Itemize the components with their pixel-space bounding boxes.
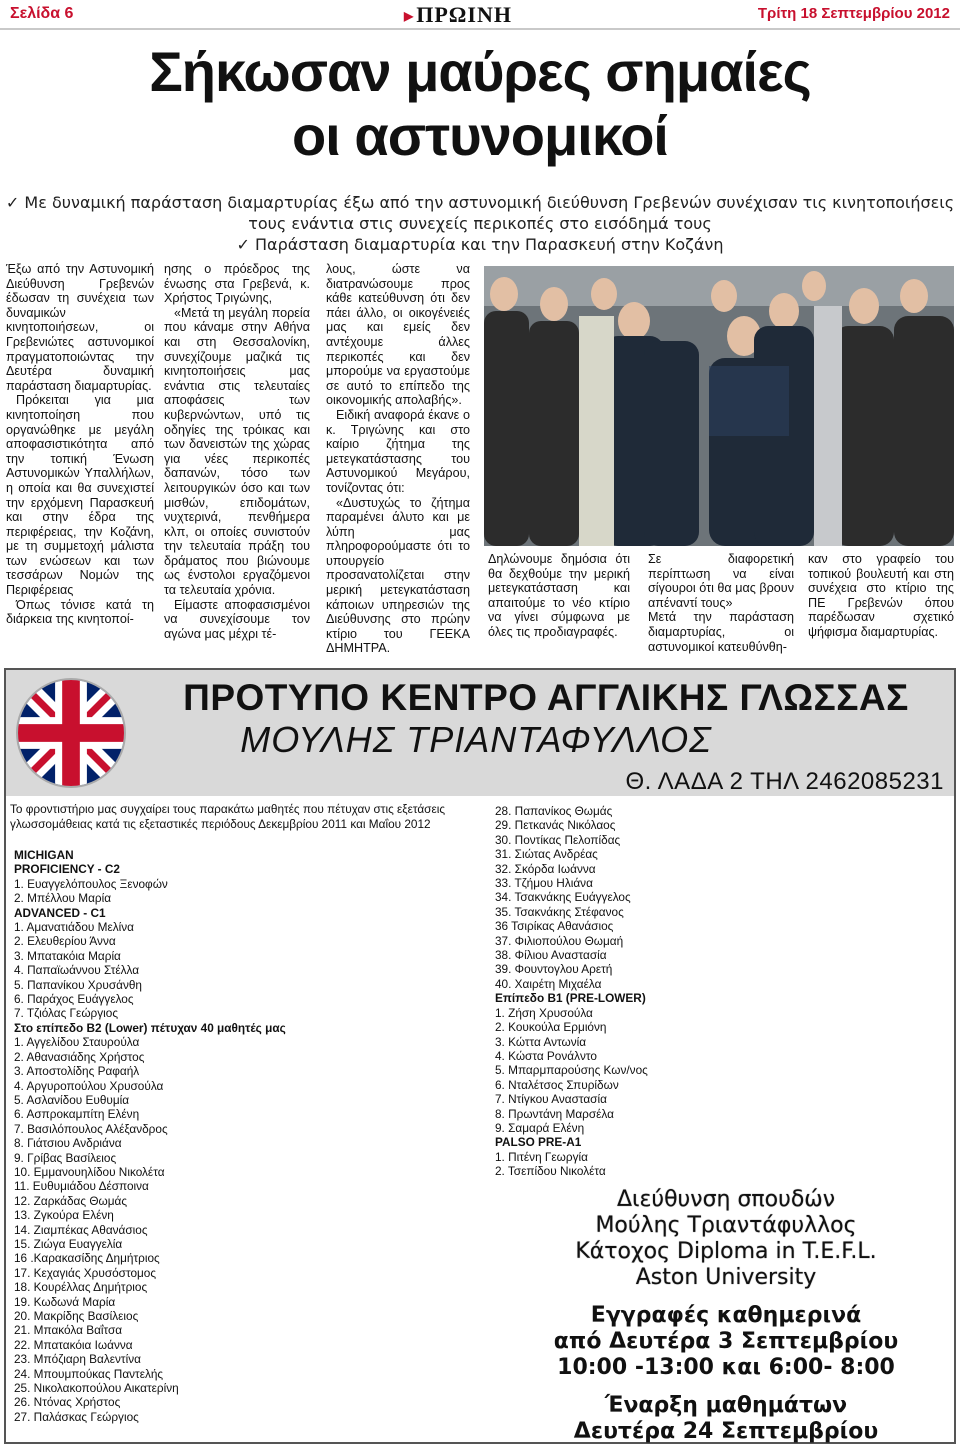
student-entry: 12. Ζαρκάδας Θωμάς	[14, 1193, 128, 1208]
article-subheads	[0, 192, 960, 255]
registration-info: Εγγραφές καθημερινά	[590, 1303, 862, 1328]
student-entry: 35. Τσακνάκης Στέφανος	[495, 904, 624, 919]
list-heading: MICHIGAN	[14, 848, 74, 862]
subhead-1: ✓ Με δυναμική παράσταση διαμαρτυρίας έξω από την αστυνομική διεύθυνση Γρεβενών συνέχισαν τις κινητοποιήσεις	[5, 193, 955, 212]
paragraph: Σε διαφορετική περίπτωση να είναι σίγουροι ότι θα μας βρουν απέναντί τους»	[648, 552, 794, 610]
issue-date: Τρίτη 18 Σεπτεμβρίου 2012	[757, 5, 950, 22]
student-entry: 19. Κωδωνά Μαρία	[14, 1294, 116, 1309]
article-headline	[40, 40, 920, 168]
student-entry: 9. Σαμαρά Ελένη	[495, 1120, 585, 1135]
article-column-6	[808, 552, 954, 640]
student-entry: 8. Γιάτσιου Ανδριάνα	[14, 1136, 122, 1151]
student-entry: 4. Κώστα Ρονάλντο	[495, 1048, 597, 1063]
paragraph: Έξω από την Αστυνομική Διεύθυνση Γρεβενών έδωσαν τη συνέχεια των δυναμικών κινητοποιήσεων, οι Γρεβενιώτες αστυνομικοί πραγματοποιώντας την Δευτέρα δυναμική παράσταση διαμαρτυρίας.	[6, 262, 154, 393]
student-entry: 5. Ασλανίδου Ευθυμία	[14, 1092, 130, 1107]
student-entry: 7. Βασιλόπουλος Αλέξανδρος	[14, 1121, 168, 1136]
paragraph: «Δυστυχώς το ζήτημα παραμένει άλυτο και με λύπη μας πληροφορούμαστε ότι το υπουργείο προσανατολίζεται στην μερική μετεγκατάσταση κάποιων υπηρεσιών της Διεύθυνσης στο πρώην κτίριο του ΓΕΕΚΑ ΔΗΜΗΤΡΑ.	[326, 495, 470, 656]
paragraph: ησης ο πρόεδρος της ένωσης στα Γρεβενά, κ. Χρήστος Τριγώνης,	[164, 262, 310, 306]
advert-intro: Το φροντιστήριο μας συγχαίρει τους παρακάτω μαθητές που πέτυχαν στις εξετάσεις γλωσσομάθειας κατά τις εξεταστικές περιόδους Δεκεμβρίου 2011 και Μαΐου 2012	[10, 802, 446, 831]
list-heading: PROFICIENCY - C2	[14, 862, 120, 877]
headline-line-1: Σήκωσαν μαύρες σημαίες	[149, 40, 811, 103]
registration-hours: 10:00 -13:00 και 6:00- 8:00	[557, 1355, 895, 1380]
director-diploma: Κάτοχος Diploma in T.E.F.L.	[575, 1239, 877, 1264]
masthead-text: ΠΡΩΙΝΗ	[416, 2, 512, 27]
triangle-icon: ▶	[404, 9, 415, 24]
student-entry: 21. Μπακόλα Βαΐτσα	[14, 1323, 123, 1338]
advert-owner-name: ΜΟΥΛΗΣ ΤΡΙΑΝΤΑΦΥΛΛΟΣ	[240, 719, 712, 760]
union-jack-flag-icon	[16, 678, 126, 788]
advert-title: ΠΡΟΤΥΠΟ ΚΕΝΤΡΟ ΑΓΓΛΙΚΗΣ ΓΛΩΣΣΑΣ	[183, 677, 909, 718]
student-list-left	[14, 848, 494, 1424]
student-entry: 3. Αποστολίδης Ραφαήλ	[14, 1064, 140, 1079]
student-entry: 4. Αργυροπούλου Χρυσούλα	[14, 1078, 164, 1093]
paragraph: Δηλώνουμε δημόσια ότι θα δεχθούμε την μερική μετεγκατάσταση και απαιτούμε το νέο κτίριο να γίνει σύμφωνα με όλες τις προδιαγραφές.	[488, 552, 630, 639]
student-entry: 38. Φίλιου Αναστασία	[495, 948, 607, 963]
student-entry: 27. Παλάσκας Γεώργιος	[14, 1409, 139, 1424]
student-entry: 5. Παπανίκου Χρυσάνθη	[14, 977, 142, 992]
student-entry: 39. Φουντογλου Αρετή	[495, 962, 613, 977]
student-entry: 1. Ζήση Χρυσούλα	[495, 1005, 593, 1020]
student-entry: 32. Σκόρδα Ιωάννα	[495, 861, 596, 876]
student-entry: 20. Μακρίδης Βασίλειος	[14, 1309, 139, 1323]
protest-photo	[484, 266, 954, 546]
student-entry: 16 .Καρακασίδης Δημήτριος	[14, 1251, 160, 1266]
student-entry: 26. Ντόνας Χρήστος	[14, 1395, 121, 1410]
student-entry: 2. Αθανασιάδης Χρήστος	[14, 1049, 145, 1064]
student-entry: 7. Τζιόλας Γεώργιος	[14, 1006, 119, 1021]
student-entry: 2. Τσεπίδου Νικολέτα	[495, 1164, 606, 1179]
student-entry: 1. Ευαγγελόπουλος Ξενοφών	[14, 876, 168, 891]
student-entry: 36 Τσιρίκας Αθανάσιος	[495, 919, 614, 934]
headline-line-2: οι αστυνομικοί	[292, 104, 668, 167]
student-entry: 3. Κώττα Αντωνία	[495, 1034, 587, 1049]
police-officers-photo	[484, 266, 954, 546]
article-column-1	[6, 262, 154, 627]
student-entry: 23. Μπόζιαρη Βαλεντίνα	[14, 1352, 141, 1367]
paragraph: Είμαστε αποφασισμένοι να συνεχίσουμε τον αγώνα μας μέχρι τέ-	[164, 597, 310, 641]
student-entry: 2. Μπέλλου Μαρία	[14, 891, 112, 906]
student-entry: 5. Μπαρμπαρούσης Κων/νος	[495, 1063, 648, 1078]
subhead-1-cont: τους ενάντια στις συνεχείς περικοπές στο εισόδημά τους	[248, 214, 712, 233]
student-entry: 17. Κεχαγιάς Χρυσόστομος	[14, 1265, 157, 1280]
student-entry: 14. Ζιαμπέκας Αθανάσιος	[14, 1222, 148, 1237]
student-entry: 2. Κουκούλα Ερμιόνη	[495, 1020, 607, 1035]
student-entry: 28. Παπανίκος Θωμάς	[495, 804, 613, 818]
list-heading: Στο επίπεδο B2 (Lower) πέτυχαν 40 μαθητές μας	[14, 1020, 286, 1035]
check-icon: ✓	[236, 235, 250, 254]
student-entry: 31. Σιώτας Ανδρέας	[495, 847, 598, 862]
classes-start-label: Έναρξη μαθημάτων	[604, 1393, 848, 1418]
student-entry: 34. Τσακνάκης Ευάγγελος	[495, 890, 631, 905]
student-entry: 22. Μπατακόια Ιωάννα	[14, 1337, 133, 1352]
student-entry: 25. Νικολακοπούλου Αικατερίνη	[14, 1381, 179, 1396]
article-column-3	[326, 262, 470, 656]
paragraph: Ειδική αναφορά έκανε ο κ. Τριγώνης και στο καίριο ζήτημα της μετεγκατάστασης του Αστυνομικού Μεγάρου, τονίζοντας ότι:	[326, 407, 470, 495]
director-title: Διεύθυνση σπουδών	[616, 1187, 836, 1212]
newspaper-masthead	[404, 2, 512, 28]
student-entry: 7. Ντίγκου Αναστασία	[495, 1092, 607, 1107]
page-header	[0, 0, 960, 30]
student-entry: 3. Μπατακόια Μαρία	[14, 948, 121, 963]
director-university: Aston University	[635, 1265, 817, 1290]
advert-contact: Θ. ΛΑΔΑ 2 ΤΗΛ 2462085231	[625, 768, 944, 795]
student-entry: 9. Γρίβας Βασίλειος	[14, 1150, 117, 1165]
article-column-5	[648, 552, 794, 654]
student-entry: 11. Ευθυμιάδου Δέσποινα	[14, 1179, 149, 1194]
student-entry: 10. Εμμανουηλίδου Νικολέτα	[14, 1164, 165, 1179]
student-entry: 24. Μπουμπούκας Παντελής	[14, 1366, 164, 1381]
student-entry: 30. Ποντίκας Πελοπίδας	[495, 832, 621, 847]
student-entry: 6. Παράχος Ευάγγελος	[14, 992, 134, 1007]
page-number: Σελίδα 6	[10, 5, 74, 22]
student-entry: 1. Πιτένη Γεωργία	[495, 1149, 588, 1164]
student-entry: 15. Ζιώγα Ευαγγελία	[14, 1236, 123, 1251]
student-entry: 2. Ελευθερίου Άννα	[14, 934, 116, 949]
student-entry: 18. Κουρέλλας Δημήτριος	[14, 1280, 148, 1295]
student-entry: 1. Αμανατιάδου Μελίνα	[14, 920, 134, 935]
article-column-4	[488, 552, 630, 640]
paragraph: Μετά την παράσταση διαμαρτυρίας, οι αστυνομικοί κατευθύνθη-	[648, 610, 794, 654]
paragraph: «Μετά τη μεγάλη πορεία που κάναμε στην Αθήνα και στη Θεσσαλονίκη, συνεχίζουμε μαζικά τις κινητοποιήσεις μας ενάντια στις τελευταίες αποφάσεις των κυβερνώντων, υπό τις οδηγίες της τρόικας και των δανειστών της χώρας για νέες περικοπές δαπανών, τόσο των λειτουργικών όσο και των μισθών, επιδομάτων, νυχτερινά, πενθήμερα κλπ, οι οποίες συνιστούν την τελευταία πράξη του δράματος που βιώνουμε ως ένστολοι εργαζόμενοι τα τελευταία χρόνια.	[164, 305, 310, 598]
list-heading: ADVANCED - C1	[14, 905, 106, 920]
article-column-2	[164, 262, 310, 641]
list-heading: PALSO PRE-A1	[495, 1135, 582, 1150]
classes-start-date: Δευτέρα 24 Σεπτεμβρίου	[573, 1419, 879, 1444]
student-entry: 1. Αγγελίδου Σταυρούλα	[14, 1035, 140, 1050]
student-entry: 29. Πετκανάς Νικόλαος	[495, 818, 616, 833]
student-list-right	[495, 804, 755, 1179]
director-name: Μούλης Τριαντάφυλλος	[595, 1213, 857, 1238]
list-heading: Επίπεδο B1 (PRE-LOWER)	[495, 991, 646, 1006]
paragraph: Όπως τόνισε κατά τη διάρκεια της κινητοποί-	[6, 597, 154, 627]
student-entry: 4. Παπαϊωάννου Στέλλα	[14, 963, 140, 978]
paragraph: καν στο γραφείο του τοπικού βουλευτή και στη συνέχεια στο κτίριο της ΠΕ Γρεβενών όπου παρέδωσαν σχετικό ψήφισμα διαμαρτυρίας.	[808, 552, 954, 639]
subhead-2: ✓ Παράσταση διαμαρτυρία και την Παρασκευή στην Κοζάνη	[236, 235, 724, 254]
student-entry: 8. Πρωντάνη Μαρσέλα	[495, 1106, 614, 1121]
registration-start: από Δευτέρα 3 Σεπτεμβρίου	[553, 1329, 899, 1354]
paragraph: Πρόκειται για μια κινητοποίηση που οργανώθηκε με μεγάλη αποφασιστικότητα από την τοπική Ένωση Αστυνομικών Υπαλλήλων, η οποία και θα συνεχιστεί την ερχόμενη Παρασκευή και στην έδρα της περιφέρειας, την Κοζάνη, με τη συμμετοχή μάλιστα των ενώσεων και των τεσσάρων Νομών της Περιφέρειας	[6, 393, 154, 598]
paragraph: λους, ώστε να διατρανώσουμε προς κάθε κατεύθυνση ότι δεν πάει άλλο, οι οικογένειές μας και εμείς δεν αντέχουμε άλλες περικοπές και δεν μπορούμε να εργαστούμε σε αυτό το επίπεδο της οικονομικής απολαβής».	[326, 262, 470, 408]
language-school-advert	[4, 668, 956, 1444]
student-entry: 6. Νταλέτσος Σπυρίδων	[495, 1077, 619, 1092]
student-entry: 13. Ζγκούρα Ελένη	[14, 1208, 114, 1223]
student-entry: 37. Φιλιοπούλου Θωμαή	[495, 933, 624, 948]
student-entry: 40. Χαιρέτη Μιχαέλα	[495, 976, 602, 991]
advert-signature	[526, 1187, 926, 1445]
student-entry: 6. Ασπροκαμπίτη Ελένη	[14, 1107, 140, 1122]
student-entry: 33. Τζήμου Ηλιάνα	[495, 876, 593, 891]
check-icon: ✓	[5, 193, 20, 212]
